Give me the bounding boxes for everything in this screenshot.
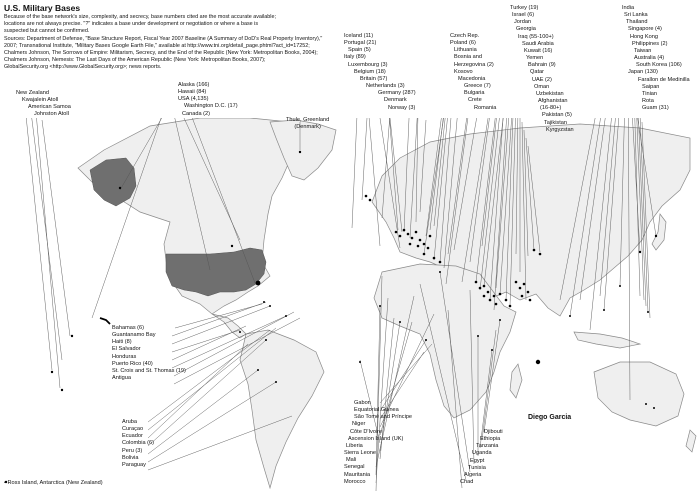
location-label: Afghanistan: [538, 98, 568, 105]
base-dot: [51, 371, 53, 373]
location-label: Bosnia and: [454, 54, 482, 61]
location-label: Sri Lanka: [624, 12, 648, 19]
location-label: Canada (2): [182, 110, 210, 117]
location-label: Israel (6): [512, 12, 535, 19]
location-label: Qatar: [530, 69, 544, 76]
base-dot: [119, 187, 121, 189]
location-label: Taiwan: [634, 47, 652, 54]
location-label: Czech Rep.: [450, 33, 480, 39]
location-label: (Denmark): [294, 124, 321, 131]
label-group-asia-pacific: [622, 5, 690, 112]
note-line: Because of the base network's size, complexity, and secrecy, base numbers cited are the most accurate available;: [4, 14, 276, 20]
location-label: Uganda: [472, 450, 492, 457]
base-dot: [359, 361, 361, 363]
source-line: Chalmers Johnson, The Sorrows of Empire: Militarism, Secrecy, and the End of the Republic (New York: Metropolitan Books, 2004);: [4, 50, 318, 57]
location-label: Saudi Arabia: [522, 40, 554, 47]
base-dot: [257, 369, 259, 371]
location-label: Oman: [534, 83, 550, 90]
location-label: Bahrain (9): [528, 62, 556, 69]
location-label: Saipan: [642, 83, 660, 90]
base-dot: [61, 389, 63, 391]
label-group-europe: [344, 33, 416, 112]
location-label: Italy (89): [344, 54, 366, 61]
location-label: Bulgaria: [464, 90, 485, 97]
location-label: Yemen: [526, 55, 544, 62]
location-label: Kuwait (16): [524, 47, 553, 54]
location-label: Pakistan (5): [542, 112, 572, 119]
base-dot: [653, 407, 655, 409]
location-label: India: [622, 5, 635, 11]
location-label: Iceland (11): [344, 33, 374, 39]
location-label: Germany (287): [378, 90, 416, 97]
location-label: Algeria: [464, 471, 482, 478]
base-dot: [263, 301, 265, 303]
location-label: Haiti (8): [112, 339, 132, 346]
base-dot: [269, 305, 271, 307]
location-label: Norway (3): [388, 104, 416, 111]
location-label: Aruba: [122, 419, 137, 425]
base-dot: [491, 349, 493, 351]
label-group-north-america: [178, 82, 238, 118]
location-label: Thailand: [626, 19, 648, 26]
location-label: Turkey (19): [510, 5, 539, 11]
base-dot: [425, 339, 427, 341]
location-label: Curaçao: [122, 426, 144, 433]
location-label: Egypt: [470, 457, 485, 464]
location-label: Peru (3): [122, 447, 143, 454]
base-dot: [231, 245, 233, 247]
location-label: Luxembourg (3): [348, 61, 388, 68]
location-label: New Zealand: [16, 90, 49, 96]
base-dot: [379, 305, 381, 307]
location-label: São Tomé and Príncipe: [354, 414, 413, 421]
location-label: Gabon: [354, 400, 371, 406]
location-label: South Korea (106): [636, 62, 682, 69]
location-label: Georgia: [516, 26, 536, 33]
base-dot: [499, 319, 501, 321]
location-label: Johnston Atoll: [34, 111, 69, 118]
base-dot: [265, 339, 267, 341]
location-label: Rota: [642, 98, 654, 105]
label-group-south-america: [122, 419, 154, 469]
location-label: Netherlands (3): [366, 83, 405, 90]
location-label: Washington D.C. (17): [184, 103, 238, 110]
location-label: Hawaii (84): [178, 89, 207, 96]
source-line: 2007; Transnational Institute, "Military Bases Google Earth File," available at http://www.tni.org/detail_page.phtml?act_id=17252;: [4, 42, 310, 49]
source-note: [4, 14, 344, 72]
base-dot: [439, 271, 441, 273]
map-title: U.S. Military Bases: [4, 3, 81, 13]
location-label: Côte D'Ivoire: [350, 428, 383, 435]
location-label: Niger: [352, 421, 366, 428]
location-label: El Salvador: [112, 346, 141, 353]
location-label: Kwajalein Atoll: [22, 97, 59, 104]
label-group-caribbean: [112, 325, 186, 382]
location-label: Morocco: [344, 478, 366, 485]
location-label: USA (4,135): [178, 96, 209, 103]
location-label: Singapore (4): [628, 26, 662, 33]
diego-garcia-dot: [536, 360, 540, 364]
antarctica-label: • Ross Island, Antarctica (New Zealand): [4, 480, 103, 486]
label-group-greenland: [286, 117, 329, 131]
location-label: Puerto Rico (40): [112, 360, 153, 367]
label-group-pacific-left: [16, 90, 71, 119]
location-label: Britain (57): [360, 75, 388, 82]
base-dot: [299, 151, 301, 153]
location-label: UAE (2): [532, 76, 552, 83]
location-label: Lithuania: [454, 47, 477, 54]
location-label: Crete: [468, 97, 482, 104]
location-label: Bolivia: [122, 454, 139, 461]
base-dot: [399, 321, 401, 323]
location-label: Mali: [346, 457, 357, 464]
location-label: Chad: [460, 479, 474, 486]
location-label: Colombia (6): [122, 440, 155, 447]
source-line: Sources: Department of Defense, "Base Structure Report, Fiscal Year 2007 Baseline (A Summary of DoD's Real Property Inventory),": [4, 35, 323, 42]
location-label: Djibouti: [484, 429, 503, 435]
base-dot: [645, 403, 647, 405]
diego-garcia-label: Diego Garcia: [528, 414, 572, 421]
location-label: Macedonia: [458, 75, 486, 82]
location-label: Thule, Greenland: [286, 117, 330, 123]
location-label: Equatorial Guinea: [354, 407, 399, 414]
location-label: Paraguay: [122, 461, 146, 468]
location-label: Portugal (21): [344, 40, 377, 47]
location-label: Mauritania: [344, 471, 371, 478]
location-label: Herzegovina (2): [454, 61, 494, 68]
location-label: St. Croix and St. Thomas (19): [112, 367, 186, 374]
location-label: Tinian: [642, 90, 658, 97]
location-label: Alaska (166): [178, 82, 210, 88]
location-label: Kosovo: [454, 68, 473, 75]
label-group-central-europe: [446, 33, 496, 112]
label-group-east-africa: [456, 429, 503, 486]
note-line: locations are not always precise. "?" indicates a base under development or negotiation or where a base is: [4, 21, 259, 28]
washington-dc-dot: [256, 281, 261, 286]
location-label: Ascension Island (UK): [348, 435, 404, 442]
base-dot: [569, 315, 571, 317]
source-line: Chalmers Johnson, Nemesis: The Last Days of the American Republic (New York: Metropolitan Books, 2007);: [4, 57, 266, 64]
base-dot: [477, 335, 479, 337]
location-label: Tanzania: [476, 443, 499, 450]
base-dot: [239, 331, 241, 333]
location-label: Ethiopia: [480, 436, 501, 443]
location-label: Iraq (55-100+): [518, 33, 554, 40]
location-label: Poland (6): [450, 40, 476, 47]
location-label: Belgium (18): [354, 68, 386, 75]
location-label: Guantanamo Bay: [112, 332, 156, 339]
location-label: Bahamas (6): [112, 325, 145, 331]
location-label: American Samoa: [28, 104, 71, 111]
base-dot: [275, 381, 277, 383]
location-label: Jordan: [514, 19, 532, 26]
location-label: Honduras: [112, 353, 137, 360]
location-label: Farallon de Medinilla: [638, 76, 690, 83]
location-label: Hong Kong: [630, 33, 658, 40]
location-label: Spain (5): [348, 47, 371, 54]
location-label: Romania: [474, 104, 497, 111]
base-dot: [647, 311, 649, 313]
base-dot: [603, 309, 605, 311]
base-dot: [619, 285, 621, 287]
base-dot: [71, 335, 73, 337]
location-label: Japan (130): [628, 69, 658, 76]
location-label: Kyrgyzstan: [546, 126, 574, 133]
location-label: Senegal: [344, 464, 365, 471]
location-label: Ecuador: [122, 433, 143, 440]
location-label: Denmark: [384, 97, 407, 104]
location-label: Tajikistan: [544, 119, 568, 126]
location-label: Sierra Leone: [344, 450, 377, 457]
location-label: Antigua: [112, 375, 131, 382]
base-dot: [639, 251, 641, 253]
location-label: Tunisia: [468, 464, 486, 471]
base-dot: [655, 235, 657, 237]
base-dot: [285, 315, 287, 317]
label-group-west-africa: [344, 400, 412, 486]
location-label: Philippines (2): [632, 40, 668, 47]
location-label: Guam (31): [642, 105, 669, 112]
location-label: Liberia: [346, 442, 363, 449]
source-line: GlobalSecurity.org <http://www.GlobalSecurity.org>; news reports.: [4, 64, 162, 71]
location-label: Australia (4): [634, 55, 665, 62]
location-label: Greece (7): [464, 83, 491, 90]
location-label: (16-80+): [540, 105, 562, 112]
note-line: suspected but cannot be confirmed.: [4, 28, 90, 35]
label-group-middle-east: [510, 5, 574, 134]
location-label: Uzbekistan: [536, 90, 564, 97]
